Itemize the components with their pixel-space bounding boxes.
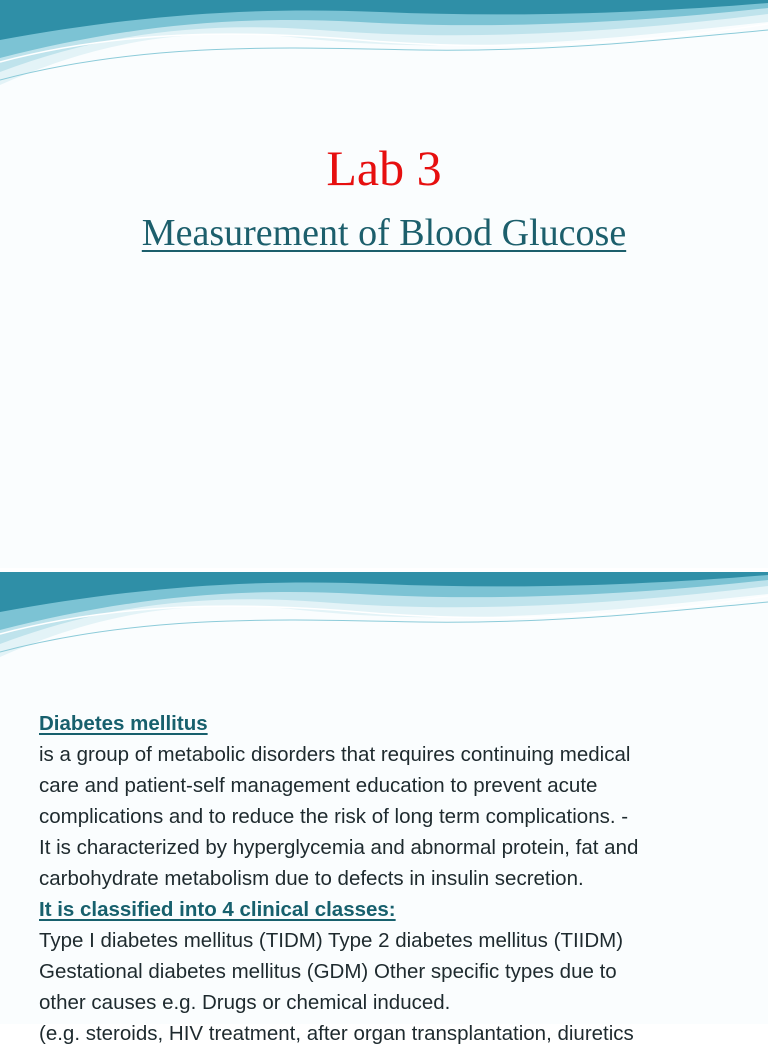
- body-line: other causes e.g. Drugs or chemical induced.: [39, 991, 451, 1014]
- slide-title: Lab 3: [326, 140, 442, 196]
- wave-header-decoration: [0, 0, 768, 90]
- body-line: Type I diabetes mellitus (TIDM) Type 2 diabetes mellitus (TIIDM): [39, 929, 624, 952]
- body-line: complications and to reduce the risk of long term complications. -: [39, 805, 629, 828]
- body-line: carbohydrate metabolism due to defects in insulin secretion.: [39, 867, 584, 890]
- body-line: It is characterized by hyperglycemia and abnormal protein, fat and: [39, 836, 639, 859]
- wave-header-decoration: [0, 572, 768, 662]
- body-line: care and patient-self management education to prevent acute: [39, 774, 598, 797]
- body-line: is a group of metabolic disorders that requires continuing medical: [39, 743, 631, 766]
- cut-off-line: [39, 1018, 749, 1045]
- body-line: Gestational diabetes mellitus (GDM) Other specific types due to: [39, 960, 617, 983]
- heading-clinical-classes: It is classified into 4 clinical classes:: [39, 898, 396, 921]
- body-line: (e.g. steroids, HIV treatment, after organ transplantation, diuretics: [39, 1022, 634, 1045]
- slide-subtitle: Measurement of Blood Glucose: [141, 212, 627, 254]
- heading-diabetes-mellitus: Diabetes mellitus: [39, 712, 208, 735]
- content-slide: [0, 572, 768, 1045]
- slide-body: [39, 708, 749, 1045]
